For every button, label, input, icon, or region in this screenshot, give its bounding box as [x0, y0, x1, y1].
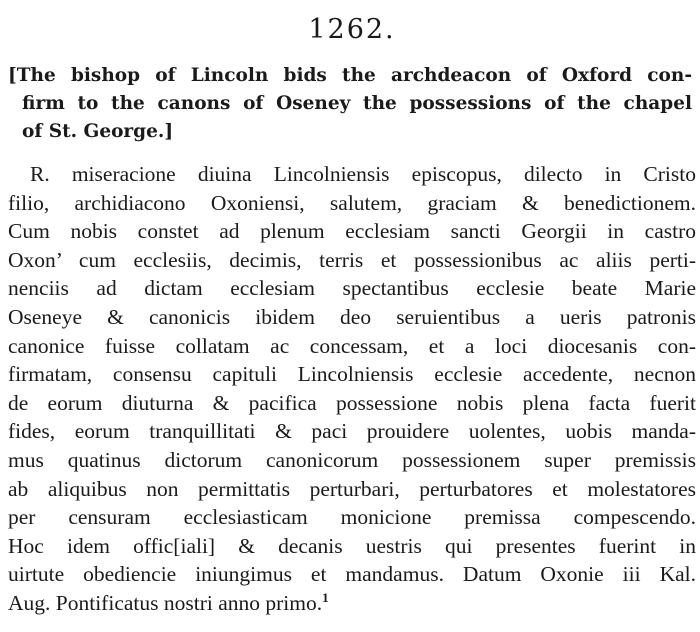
- text-line: Hoc idem offic[iali] & decanis uestris qui presentes fuerint in: [8, 533, 696, 558]
- heading-line: [The bishop of Lincoln bids the archdeacon of Oxford con-: [8, 65, 692, 86]
- text-line: fides, eorum tranquillitati & paci prouidere uolentes, uobis manda-: [8, 419, 696, 444]
- heading-line: firm to the canons of Oseney the possessions of the chapel: [22, 93, 692, 114]
- text-line: Oxon’ cum ecclesiis, decimis, terris et possessionibus ac aliis perti-: [8, 247, 696, 272]
- text-line: de eorum diuturna & pacifica possessione nobis plena facta fuerit: [8, 390, 696, 415]
- document-page: [8, 0, 696, 632]
- text-line: Cum nobis constet ad plenum ecclesiam sancti Georgii in castro: [8, 219, 696, 244]
- text-line: Aug. Pontificatus nostri anno primo.: [8, 590, 323, 615]
- text-line: mus quatinus dictorum canonicorum possessionem super premissis: [8, 447, 696, 472]
- text-line: Oseneye & canonicis ibidem deo seruientibus a ueris patronis: [8, 304, 696, 329]
- text-line: uirtute obediencie iniungimus et mandamus. Datum Oxonie iii Kal.: [8, 562, 696, 587]
- text-line: firmatam, consensu capituli Lincolniensis ecclesie accedente, necnon: [8, 362, 696, 387]
- heading-line: of St. George.]: [22, 121, 174, 142]
- text-line: filio, archidiacono Oxoniensi, salutem, graciam & benedictionem.: [8, 190, 696, 215]
- text-line: per censuram ecclesiasticam monicione premissa compescendo.: [8, 505, 696, 530]
- text-line-final: [8, 589, 696, 618]
- text-line: ab aliquibus non permittatis perturbari, perturbatores et molestatores: [8, 476, 696, 501]
- charter-latin-text: [8, 160, 696, 618]
- text-line: R. miseracione diuina Lincolniensis episcopus, dilecto in Cristo: [30, 162, 696, 186]
- charter-summary-heading: [8, 62, 692, 146]
- charter-year: 1262.: [308, 14, 396, 45]
- footnote-marker[interactable]: 1: [322, 589, 329, 605]
- text-line: nenciis ad dictam ecclesiam spectantibus ecclesie beate Marie: [8, 276, 696, 301]
- text-line: canonice fuisse collatam ac concessam, et a loci diocesanis con-: [8, 333, 696, 358]
